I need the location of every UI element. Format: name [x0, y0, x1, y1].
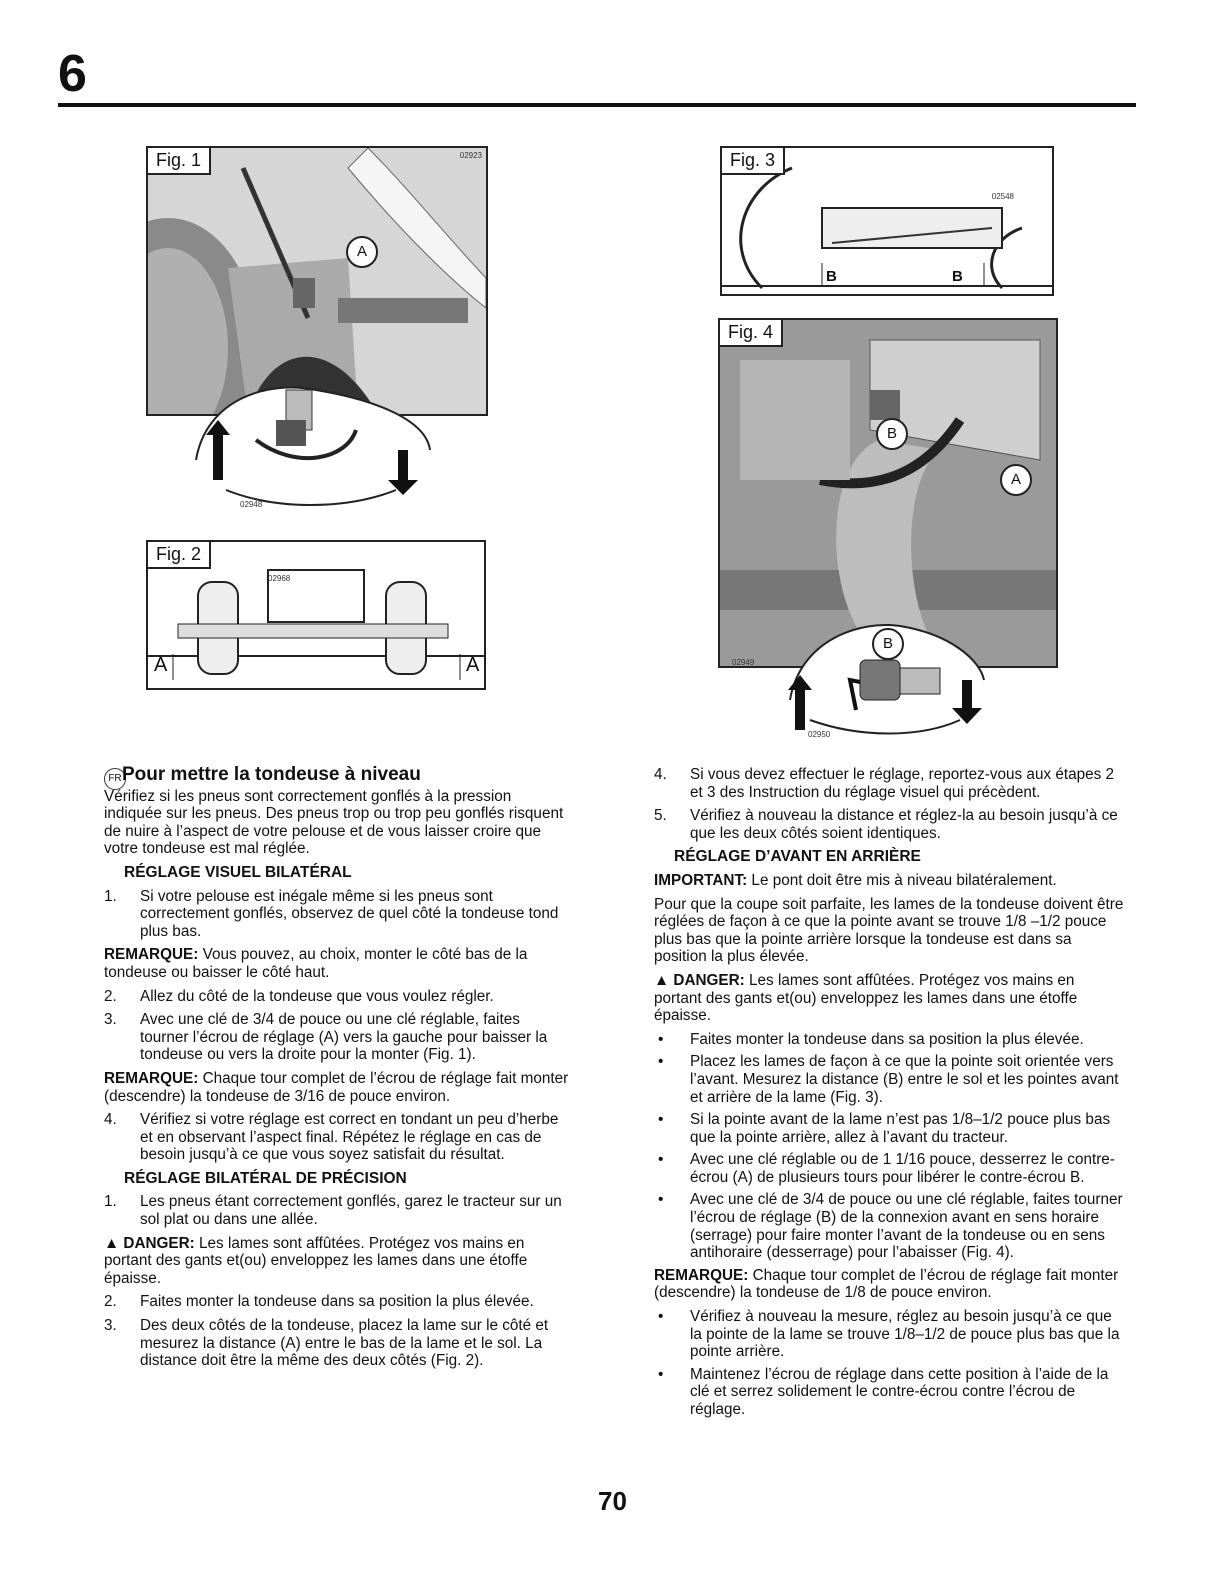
intro-paragraph: Vérifiez si les pneus sont correctement gonflés à la pression indiquée sur les pneus. Des pneus trop ou trop peu gonflés risquent de nuire à l’aspect de votre pelouse et de vous laisser croire que votre tondeuse est mal réglée.	[104, 787, 564, 858]
danger-warning: ▲ DANGER: Les lames sont affûtées. Protégez vos mains en portant des gants et(ou) enveloppez les lames dans une étoffe épaisse.	[104, 1234, 528, 1287]
figure-4-code: 02949	[732, 658, 755, 667]
bullet-1: • Faites monter la tondeuse dans sa position la plus élevée.	[658, 1030, 1084, 1048]
figure-1-callout-a: A	[346, 236, 378, 268]
bullet-3: • Si la pointe avant de la lame n’est pas 1/8–1/2 pouce plus bas que la pointe arrière, allez à l’avant du tracteur.	[658, 1111, 1111, 1146]
left-column	[104, 766, 570, 1376]
warning-icon: ▲	[104, 1234, 124, 1252]
figure-4-illustration	[720, 320, 1056, 666]
section-title: Pour mettre la tondeuse à niveau	[122, 764, 421, 785]
heading-visual: RÉGLAGE VISUEL BILATÉRAL	[124, 863, 352, 881]
note-3: REMARQUE: Chaque tour complet de l’écrou de réglage fait monter (descendre) la tondeuse de 1/8 de pouce environ.	[654, 1266, 1119, 1302]
figure-3-code: 02548	[991, 192, 1014, 201]
danger-warning-2: ▲ DANGER: Les lames sont affûtées. Protégez vos mains en portant des gants et(ou) enveloppez les lames dans une étoffe épaisse.	[654, 971, 1078, 1025]
chapter-number: 6	[58, 45, 87, 103]
important-note: IMPORTANT: Le pont doit être mis à niveau bilatéralement.	[654, 871, 1057, 889]
heading-front-back: RÉGLAGE D’AVANT EN ARRIÈRE	[674, 848, 921, 866]
figure-4-label: Fig. 4	[720, 320, 783, 347]
figure-1	[146, 146, 488, 416]
figure-2-marker-right: A	[466, 654, 480, 676]
figure-2	[146, 540, 486, 690]
bullet-6: • Vérifiez à nouveau la mesure, réglez au besoin jusqu’à ce que la pointe de la lame se trouve 1/8–1/2 de pouce plus bas que la pointe arrière.	[658, 1308, 1120, 1361]
right-column	[654, 766, 1124, 1424]
step-4: 4. Vérifiez si votre réglage est correct en tondant un peu d’herbe et en observant l’aspect final. Répétez le réglage en cas de besoin jusqu’à ce que vous soyez satisfait du résultat.	[104, 1111, 559, 1164]
precision-step-5: 5. Vérifiez à nouveau la distance et réglez-la au besoin jusqu’à ce que les deux côtés soient identiques.	[654, 807, 1118, 842]
figure-2-code: 02968	[268, 574, 291, 583]
bullet-5: • Avec une clé de 3/4 de pouce ou une clé réglable, faites tourner l’écrou de réglage (B) de la connexion avant en sens horaire (serrage) pour faire monter l’avant de la tondeuse ou en sens antihoraire (desserrage) pour l’abaisser (Fig. 4).	[658, 1191, 1123, 1262]
figure-1-label: Fig. 1	[148, 148, 211, 175]
step-2: 2. Allez du côté de la tondeuse que vous voulez régler.	[104, 987, 494, 1005]
figure-3	[720, 146, 1054, 296]
warning-icon: ▲	[654, 971, 674, 989]
precision-step-3: 3. Des deux côtés de la tondeuse, placez la lame sur le côté et mesurez la distance (A) entre le bas de la lame et le sol. La distance doit être la même des deux côtés (Fig. 2).	[104, 1317, 549, 1370]
figure-2-marker-left: A	[154, 654, 168, 676]
figure-3-marker-left: B	[826, 268, 837, 285]
page-number: 70	[598, 1486, 627, 1516]
figure-4	[718, 318, 1058, 668]
heading-precision: RÉGLAGE BILATÉRAL DE PRÉCISION	[124, 1169, 407, 1187]
step-3: 3. Avec une clé de 3/4 de pouce ou une clé réglable, faites tourner l’écrou de réglage (A) vers la gauche pour baisser la tondeuse ou vers la droite pour la monter (Fig. 1).	[104, 1011, 548, 1064]
figure-4-code-bottom: 02950	[808, 730, 831, 739]
step-1: 1. Si votre pelouse est inégale même si les pneus sont correctement gonflés, observez de quel côté la tondeuse tond plus bas.	[104, 887, 559, 940]
front-back-paragraph: Pour que la coupe soit parfaite, les lames de la tondeuse doivent être réglées de façon à ce que la pointe avant se trouve 1/8 –1/2 pouce plus bas que la pointe arrière lorsque la tondeuse est dans sa position la plus élevée.	[654, 895, 1124, 966]
figure-2-label: Fig. 2	[148, 542, 211, 569]
figure-4-callout-b-detail: B	[872, 628, 904, 660]
language-badge: FR	[104, 768, 126, 790]
figure-4-callout-a: A	[1000, 464, 1032, 496]
bullet-7: • Maintenez l’écrou de réglage dans cette position à l’aide de la clé et serrez solidement le contre-écrou contre l’écrou de réglage.	[658, 1365, 1109, 1418]
precision-step-4: 4. Si vous devez effectuer le réglage, reportez-vous aux étapes 2 et 3 des Instruction du réglage visuel qui précèdent.	[654, 766, 1115, 801]
bullet-2: • Placez les lames de façon à ce que la pointe soit orientée vers l’avant. Mesurez la distance (B) entre le sol et les pointes avant et arrière de la lame (Fig. 3).	[658, 1053, 1119, 1106]
figure-4-callout-b: B	[876, 418, 908, 450]
figure-3-label: Fig. 3	[722, 148, 785, 175]
figure-1-code: 02923	[459, 151, 482, 160]
figure-3-marker-right: B	[952, 268, 963, 285]
note-1: REMARQUE: Vous pouvez, au choix, monter le côté bas de la tondeuse ou baisser le côté haut.	[104, 946, 528, 981]
figure-1-detail-inset	[176, 380, 446, 520]
precision-step-2: 2. Faites monter la tondeuse dans sa position la plus élevée.	[104, 1293, 534, 1311]
note-2: REMARQUE: Chaque tour complet de l’écrou de réglage fait monter (descendre) la tondeuse de 3/16 de pouce environ.	[104, 1069, 569, 1105]
precision-step-1: 1. Les pneus étant correctement gonflés, garez le tracteur sur un sol plat ou dans une allée.	[104, 1193, 562, 1229]
bullet-4: • Avec une clé réglable ou de 1 1/16 pouce, desserrez le contre-écrou (A) de plusieurs tours pour libérer le contre-écrou B.	[658, 1151, 1115, 1186]
figure-1-illustration	[148, 148, 486, 414]
figure-1-code-bottom: 02948	[240, 500, 263, 509]
header-rule	[58, 103, 1136, 107]
